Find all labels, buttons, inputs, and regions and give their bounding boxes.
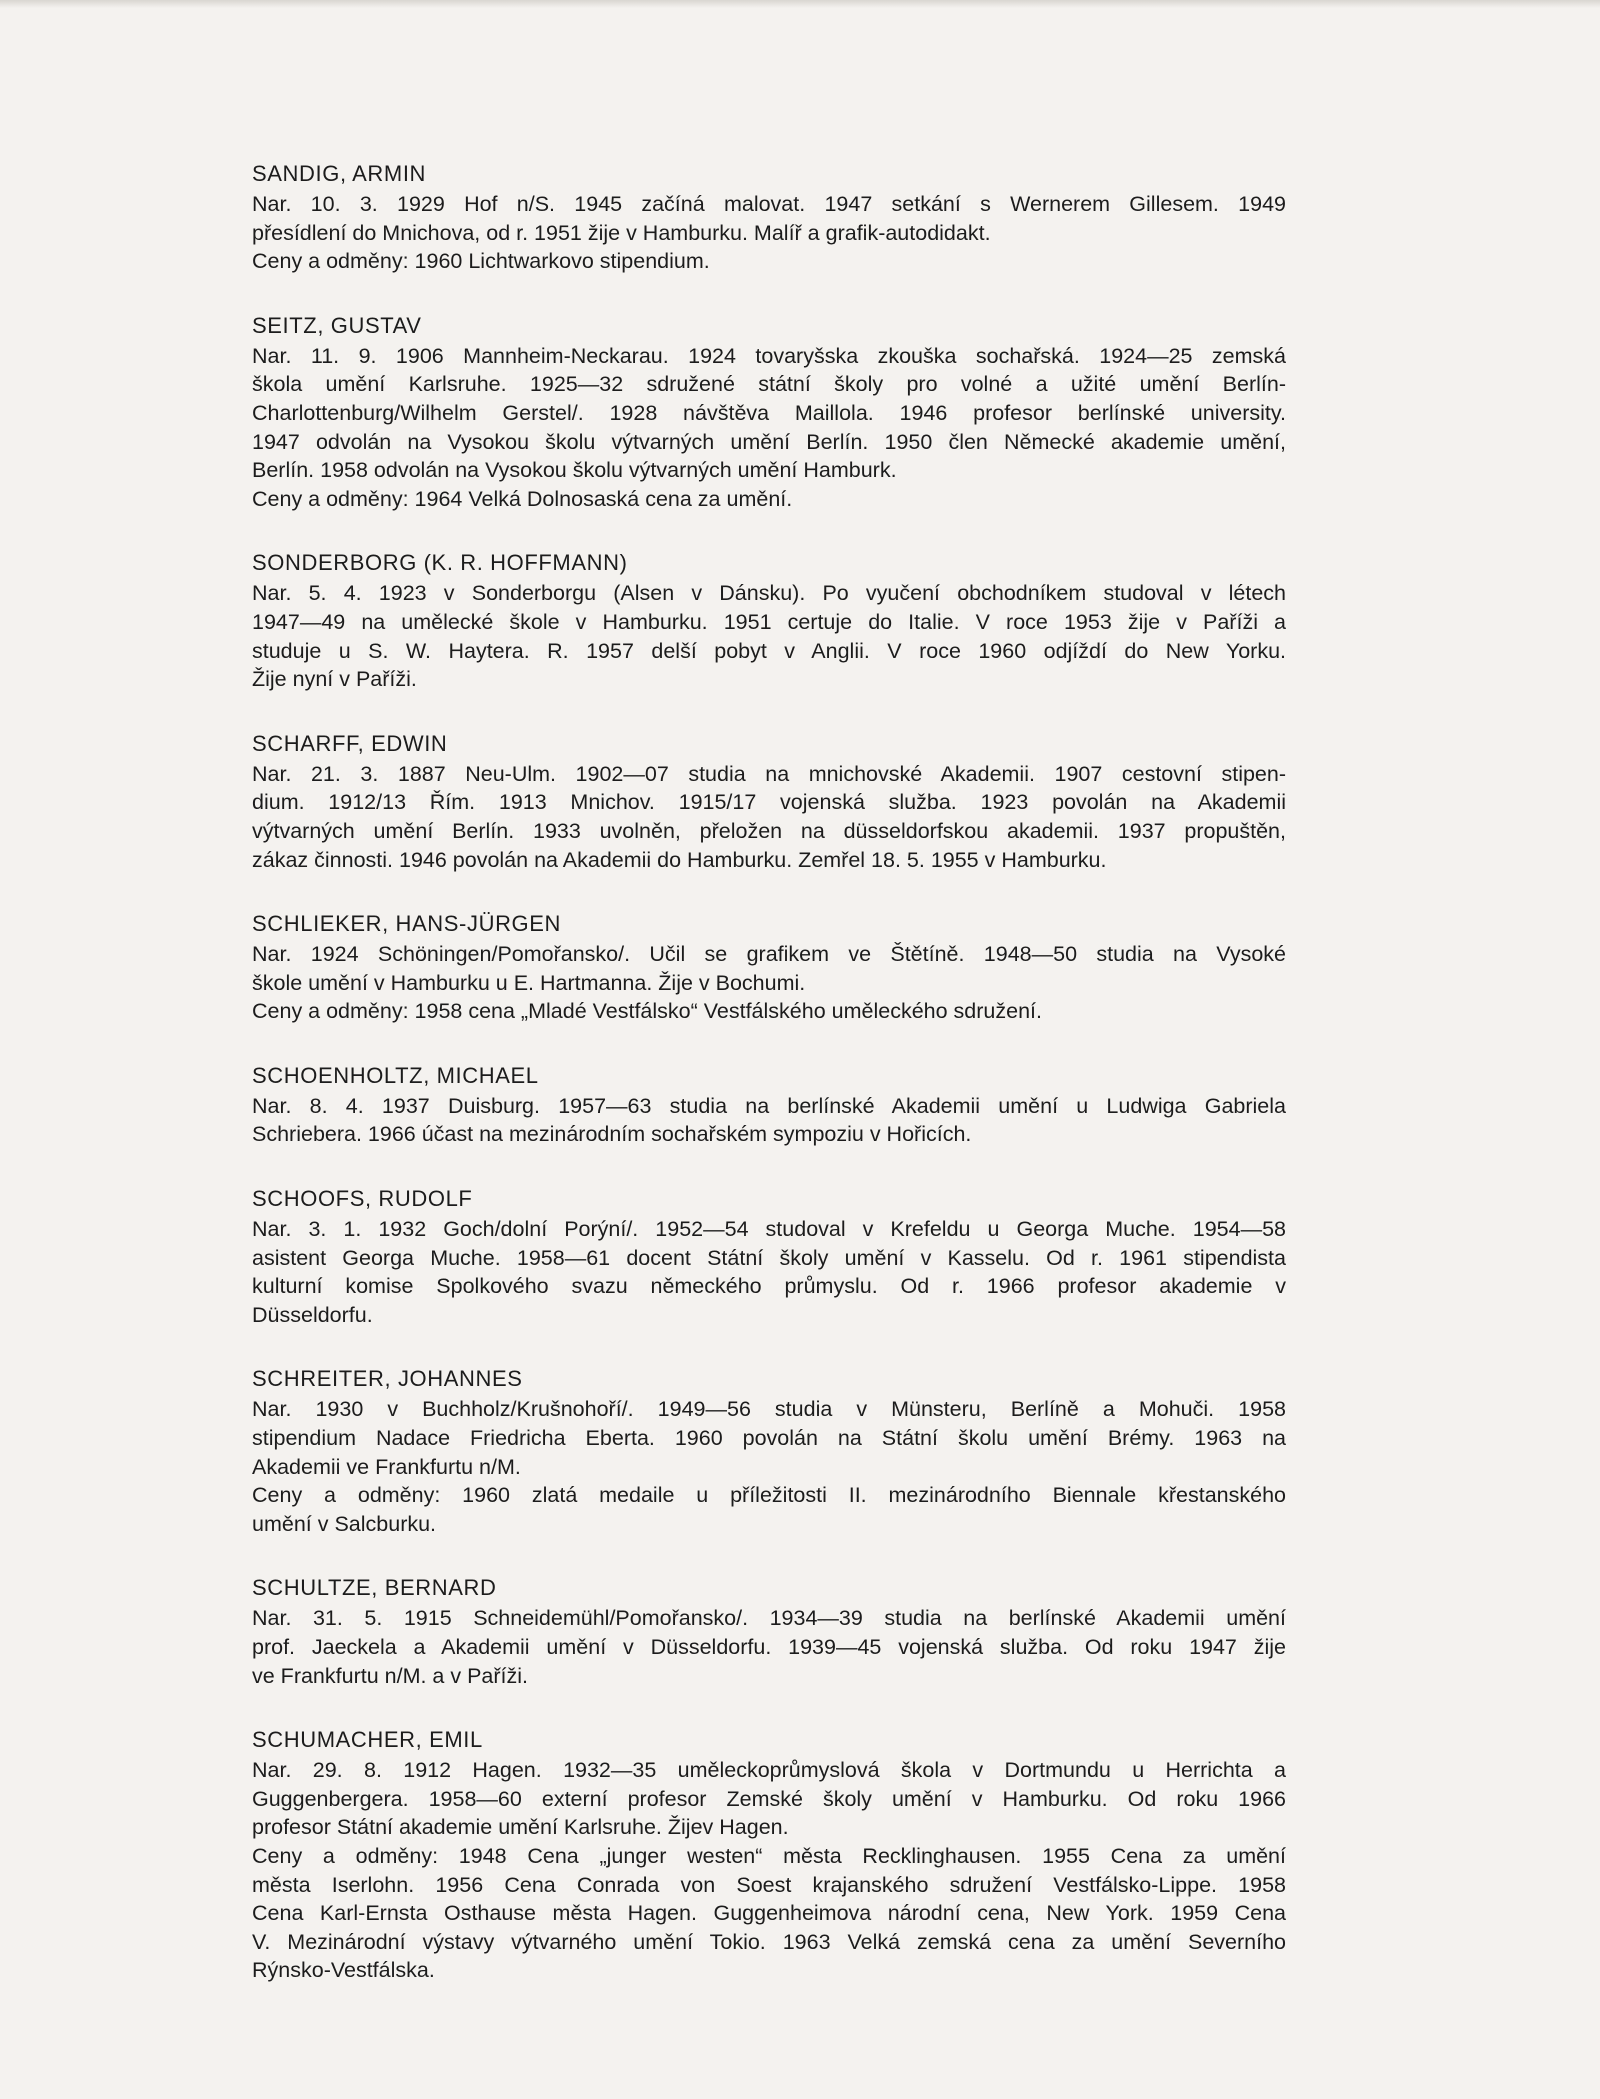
biography-entry [252, 910, 1286, 1026]
entry-name: SCHOOFS, RUDOLF [252, 1186, 473, 1212]
entry-text-line: Berlín. 1958 odvolán na Vysokou školu výtvarných umění Hamburk. [252, 458, 897, 483]
entry-text-line: Düsseldorfu. [252, 1302, 373, 1327]
entry-text-line: škole umění v Hamburku u E. Hartmanna. Žije v Bochumi. [252, 970, 806, 995]
entry-text-line: Cena Karl-Ernsta Osthause města Hagen. Guggenheimova národní cena, New York. 1959 Cena [252, 1901, 1286, 1926]
entry-text-line: stipendium Nadace Friedricha Eberta. 1960 povolán na Státní školu umění Brémy. 1963 na [252, 1426, 1286, 1451]
entry-text-line: asistent Georga Muche. 1958—61 docent Státní školy umění v Kasselu. Od r. 1961 stipendista [252, 1245, 1286, 1270]
entry-text-line: prof. Jaeckela a Akademii umění v Düsseldorfu. 1939—45 vojenská služba. Od roku 1947 žije [252, 1635, 1286, 1659]
biography-entry [252, 312, 1286, 514]
entry-text-line: Nar. 11. 9. 1906 Mannheim-Neckarau. 1924 tovaryšska zkouška sochařská. 1924—25 zemská [252, 343, 1286, 368]
entry-text-line: škola umění Karlsruhe. 1925—32 sdružené státní školy pro volné a užité umění Berlín- [252, 372, 1286, 397]
biography-entry [252, 1726, 1286, 1985]
entry-text-line: města Iserlohn. 1956 Cena Conrada von Soest krajanského sdružení Vestfálsko-Lippe. 1958 [252, 1872, 1286, 1897]
entry-text-line: kulturní komise Spolkového svazu německého průmyslu. Od r. 1966 profesor akademie v [252, 1274, 1286, 1299]
entry-text-line: Ceny a odměny: 1960 Lichtwarkovo stipendium. [252, 249, 710, 274]
entry-text-line: Ceny a odměny: 1958 cena „Mladé Vestfálsko“ Vestfálského uměleckého sdružení. [252, 999, 1042, 1024]
entry-name: SCHUMACHER, EMIL [252, 1727, 483, 1753]
entry-text-line: Nar. 31. 5. 1915 Schneidemühl/Pomořansko/. 1934—39 studia na berlínské Akademii umění [252, 1606, 1286, 1631]
biography-entry [252, 1574, 1286, 1690]
biography-entry [252, 160, 1286, 276]
entry-text-line: výtvarných umění Berlín. 1933 uvolněn, přeložen na düsseldorfskou akademii. 1937 propuštěn, [252, 818, 1286, 843]
entry-text-line: V. Mezinárodní výstavy výtvarného umění Tokio. 1963 Velká zemská cena za umění Severního [252, 1929, 1286, 1954]
entry-text-line: přesídlení do Mnichova, od r. 1951 žije v Hamburku. Malíř a grafik-autodidakt. [252, 220, 991, 245]
entry-text-line: Nar. 29. 8. 1912 Hagen. 1932—35 uměleckoprůmyslová škola v Dortmundu u Herrichta a [252, 1758, 1286, 1783]
entry-text-line: Ceny a odměny: 1948 Cena „junger westen“ města Recklinghausen. 1955 Cena za umění [252, 1843, 1286, 1868]
entry-text-line: Nar. 8. 4. 1937 Duisburg. 1957—63 studia na berlínské Akademii umění u Ludwiga Gabriela [252, 1093, 1286, 1118]
entry-name: SONDERBORG (K. R. HOFFMANN) [252, 550, 628, 576]
entry-text-line: Guggenbergera. 1958—60 externí profesor Zemské školy umění v Hamburku. Od roku 1966 [252, 1786, 1286, 1811]
entry-text-line: studuje u S. W. Haytera. R. 1957 delší pobyt v Anglii. V roce 1960 odjíždí do New Yorku. [252, 638, 1286, 663]
entry-text-line: 1947 odvolán na Vysokou školu výtvarných umění Berlín. 1950 člen Německé akademie umění, [252, 429, 1286, 454]
entry-name: SCHREITER, JOHANNES [252, 1366, 523, 1392]
entry-text-line: Charlottenburg/Wilhelm Gerstel/. 1928 návštěva Maillola. 1946 profesor berlínské university. [252, 400, 1286, 425]
entry-text-line: Nar. 1930 v Buchholz/Krušnohoří/. 1949—56 studia v Münsteru, Berlíně a Mohuči. 1958 [252, 1397, 1286, 1422]
entry-name: SCHULTZE, BERNARD [252, 1575, 497, 1601]
entry-text-line: Nar. 5. 4. 1923 v Sonderborgu (Alsen v Dánsku). Po vyučení obchodníkem studoval v létech [252, 581, 1286, 606]
entry-text-line: 1947—49 na umělecké škole v Hamburku. 1951 certuje do Italie. V roce 1953 žije v Paříži a [252, 609, 1286, 634]
biography-list [252, 160, 1286, 2021]
entry-name: SCHLIEKER, HANS-JÜRGEN [252, 911, 562, 937]
entry-text-line: Ceny a odměny: 1960 zlatá medaile u příležitosti II. mezinárodního Biennale křestanského [252, 1483, 1286, 1508]
biography-entry [252, 1062, 1286, 1149]
entry-text-line: Rýnsko-Vestfálska. [252, 1958, 435, 1983]
entry-text-line: Akademii ve Frankfurtu n/M. [252, 1454, 521, 1479]
page-top-edge [0, 0, 1600, 8]
entry-text-line: Schriebera. 1966 účast na mezinárodním sochařském sympoziu v Hořicích. [252, 1122, 972, 1147]
entry-name: SCHOENHOLTZ, MICHAEL [252, 1062, 539, 1088]
entry-text-line: Žije nyní v Paříži. [252, 667, 417, 692]
biography-entry [252, 549, 1286, 693]
entry-text-line: profesor Státní akademie umění Karlsruhe. Žijev Hagen. [252, 1815, 789, 1840]
entry-name: SEITZ, GUSTAV [252, 312, 422, 338]
biography-entry [252, 1185, 1286, 1329]
entry-text-line: Nar. 3. 1. 1932 Goch/dolní Porýní/. 1952—54 studoval v Krefeldu u Georga Muche. 1954—58 [252, 1217, 1286, 1242]
entry-name: SANDIG, ARMIN [252, 161, 427, 186]
entry-text-line: Nar. 1924 Schöningen/Pomořansko/. Učil se grafikem ve Štětíně. 1948—50 studia na Vysoké [252, 942, 1286, 967]
entry-text-line: Nar. 10. 3. 1929 Hof n/S. 1945 začíná malovat. 1947 setkání s Wernerem Gillesem. 1949 [252, 192, 1286, 216]
biography-entry [252, 730, 1286, 874]
biography-entry [252, 1365, 1286, 1538]
entry-text-line: Nar. 21. 3. 1887 Neu-Ulm. 1902—07 studia na mnichovské Akademii. 1907 cestovní stipen- [252, 761, 1286, 786]
entry-text-line: Ceny a odměny: 1964 Velká Dolnosaská cena za umění. [252, 486, 793, 511]
entry-text-line: ve Frankfurtu n/M. a v Paříži. [252, 1663, 529, 1688]
entry-text-line: zákaz činnosti. 1946 povolán na Akademii do Hamburku. Zemřel 18. 5. 1955 v Hamburku. [252, 847, 1107, 872]
entry-name: SCHARFF, EDWIN [252, 730, 448, 756]
entry-text-line: umění v Salcburku. [252, 1511, 437, 1536]
entry-text-line: dium. 1912/13 Řím. 1913 Mnichov. 1915/17 vojenská služba. 1923 povolán na Akademii [252, 790, 1286, 815]
